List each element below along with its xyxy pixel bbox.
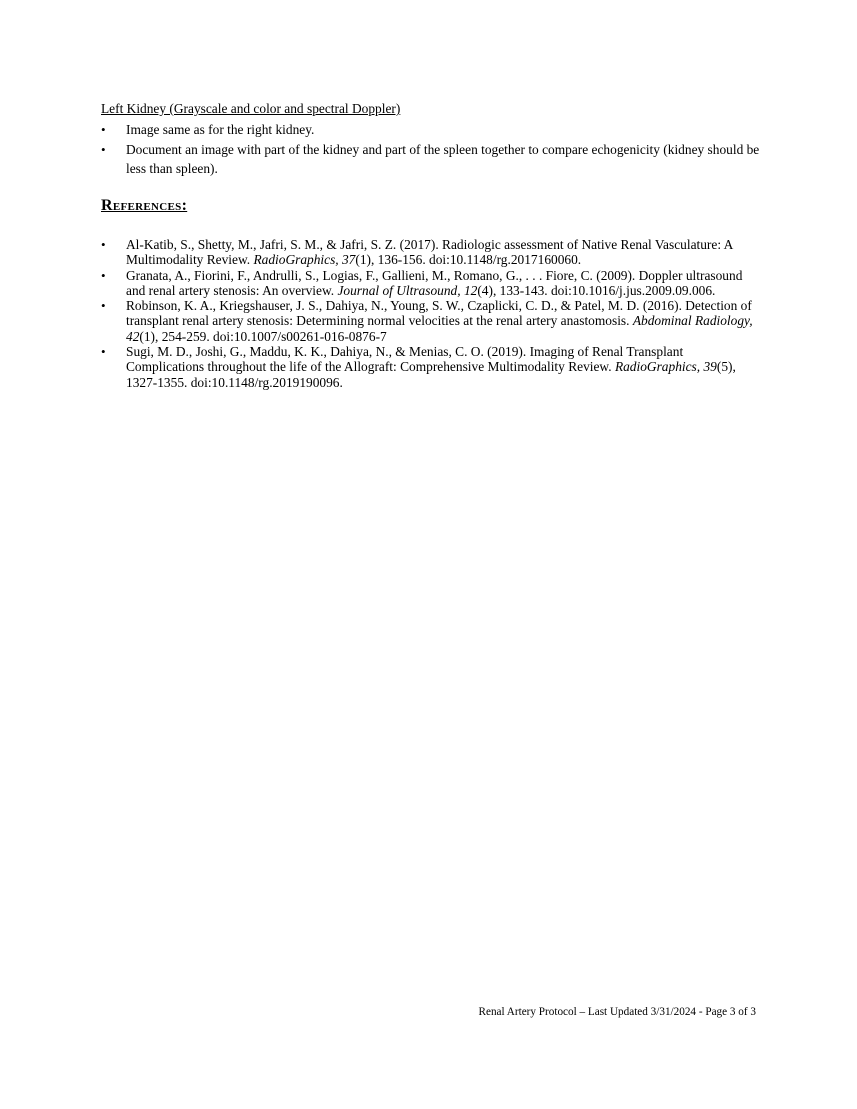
references-heading: References: (101, 197, 188, 214)
list-item (101, 140, 761, 179)
bullet-text: Document an image with part of the kidney and part of the spleen together to compare echogenicity (kidney should be less than spleen). (126, 141, 760, 176)
bullet-icon: • (101, 267, 106, 283)
list-item (101, 120, 761, 140)
bullet-icon: • (101, 141, 106, 157)
reference-text: Robinson, K. A., Kriegshauser, J. S., Dahiya, N., Young, S. W., Czaplicki, C. D., & Patel, M. D. (2016). Detection of transplant renal artery stenosis: Determining normal velocities at the renal artery anastomosis. Abdominal Radiology, 42(1), 254-259. doi:10.1007/s00261-016-0876-7 (126, 298, 753, 344)
bullet-icon: • (101, 237, 106, 252)
reference-item (101, 344, 761, 390)
reference-item (101, 237, 761, 268)
reference-text: Al-Katib, S., Shetty, M., Jafri, S. M., & Jafri, S. Z. (2017). Radiologic assessment of Native Renal Vasculature: A Multimodality Review. RadioGraphics, 37(1), 136-156. doi:10.1148/rg.2017160060. (126, 237, 733, 268)
bullet-icon: • (101, 344, 106, 360)
bullet-icon: • (101, 298, 106, 314)
reference-item (101, 268, 761, 299)
bullet-icon: • (101, 122, 106, 137)
bullet-text: Image same as for the right kidney. (126, 122, 315, 137)
reference-text: Granata, A., Fiorini, F., Andrulli, S., Logias, F., Gallieni, M., Romano, G., . . . Fiore, C. (2009). Doppler ultrasound and renal artery stenosis: An overview. Journal of Ultrasound, 12(4), 133-143. doi:10.1016/j.jus.2009.09.006. (126, 267, 743, 298)
reference-item (101, 298, 761, 344)
left-kidney-bullet-list (101, 120, 761, 179)
reference-text: Sugi, M. D., Joshi, G., Maddu, K. K., Dahiya, N., & Menias, C. O. (2019). Imaging of Renal Transplant Complications throughout the life of the Allograft: Comprehensive Multimodality Review. RadioGraphics, 39(5), 1327-1355. doi:10.1148/rg.2019190096. (126, 344, 736, 390)
left-kidney-heading: Left Kidney (Grayscale and color and spectral Doppler) (101, 101, 401, 116)
references-list (101, 237, 761, 390)
page-footer: Renal Artery Protocol – Last Updated 3/31/2024 - Page 3 of 3 (478, 1006, 756, 1018)
